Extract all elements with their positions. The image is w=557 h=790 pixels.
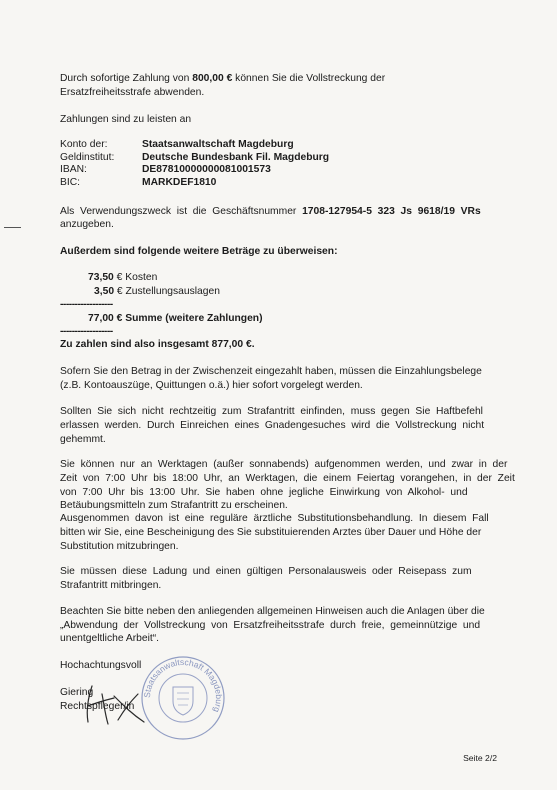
subtotal-line: 77,00 € Summe (weitere Zahlungen) bbox=[88, 313, 263, 324]
bank-label: IBAN: bbox=[60, 164, 87, 176]
paragraph-2-line: erlassen werden. Durch Einreichen eines Gnadengesuches wird die Vollstreckung nicht bbox=[60, 420, 485, 431]
paragraph-1-line: Sofern Sie den Betrag in der Zwischenzeit eingezahlt haben, müssen die Einzahlungsbelege bbox=[60, 366, 482, 377]
additional-heading: Außerdem sind folgende weitere Beträge zu überweisen: bbox=[60, 246, 338, 257]
paragraph-2-line: Sollten Sie sich nicht rechtzeitig zum Strafantritt einfinden, muss gegen Sie Haftbefehl bbox=[60, 406, 483, 417]
fold-mark bbox=[4, 227, 21, 228]
bank-row-institute bbox=[60, 152, 329, 165]
fee-item-delivery bbox=[94, 285, 220, 299]
bank-label: BIC: bbox=[60, 177, 81, 189]
bank-value: DE87810000000081001573 bbox=[142, 164, 271, 176]
signer-title: Rechtspfleger/in bbox=[60, 701, 135, 712]
paragraph-3-line: Substitution mitzubringen. bbox=[60, 541, 179, 552]
stamp-text: Staatsanwaltschaft Magdeburg bbox=[141, 656, 225, 714]
intro-line-1 bbox=[60, 72, 385, 86]
bank-row-bic bbox=[60, 177, 329, 190]
paragraph-2-line: gehemmt. bbox=[60, 434, 106, 445]
purpose-text: Als Verwendungszweck ist die Geschäftsnummer bbox=[60, 206, 303, 217]
fee-amount: 73,50 bbox=[88, 272, 114, 283]
intro-line-2: Ersatzfreiheitsstrafe abwenden. bbox=[60, 87, 205, 98]
bank-label: Konto der: bbox=[60, 139, 108, 150]
paragraph-3-line: Zeit von 7:00 Uhr bis 18:00 Uhr, an Werktagen, die einem Feiertag vorangehen, in der Zeit bbox=[60, 473, 515, 484]
page-number: Seite 2/2 bbox=[463, 753, 497, 763]
bank-value: Staatsanwaltschaft Magdeburg bbox=[142, 139, 294, 150]
paragraph-3-line: Ausgenommen davon ist eine reguläre ärztliche Substitutionsbehandlung. In diesem Fall bbox=[60, 513, 489, 524]
fee-label: € Zustellungsauslagen bbox=[116, 286, 220, 297]
bank-value: MARKDEF1810 bbox=[142, 177, 217, 189]
fee-item-costs bbox=[88, 271, 157, 285]
bank-row-account bbox=[60, 139, 329, 152]
paragraph-4-line: Sie müssen diese Ladung und einen gültigen Personalausweis oder Reisepass zum bbox=[60, 566, 472, 577]
signer-name: Giering bbox=[60, 687, 94, 698]
purpose-line-2: anzugeben. bbox=[60, 219, 114, 230]
payments-heading: Zahlungen sind zu leisten an bbox=[60, 114, 192, 125]
paragraph-1-line: (z.B. Kontoauszüge, Quittungen o.ä.) hier sofort vorgelegt werden. bbox=[60, 380, 363, 391]
paragraph-5-line: unentgeltliche Arbeit“. bbox=[60, 633, 160, 644]
fee-label: € Kosten bbox=[116, 272, 158, 283]
intro-amount: 800,00 € bbox=[192, 73, 233, 84]
paragraph-5-line: Beachten Sie bitte neben den anliegenden allgemeinen Hinweisen auch die Anlagen über die bbox=[60, 606, 485, 617]
separator-2: ------------------ bbox=[60, 326, 113, 337]
paragraph-3-line: Sie können nur an Werktagen (außer sonnabends) aufgenommen werden, und zwar in der bbox=[60, 459, 508, 470]
paragraph-3-line: Betäubungsmitteln zum Strafantritt zu erscheinen. bbox=[60, 500, 288, 511]
paragraph-4-line: Strafantritt mitbringen. bbox=[60, 580, 162, 591]
bank-label: Geldinstitut: bbox=[60, 151, 115, 163]
bank-value: Deutsche Bundesbank Fil. Magdeburg bbox=[142, 151, 330, 163]
paragraph-3-line: bitten wir Sie, eine Bescheinigung des Sie substituierenden Arztes über Dauer und Höhe der bbox=[60, 527, 482, 538]
reference-number: 1708-127954-5 323 Js 9618/19 VRs bbox=[302, 206, 481, 217]
official-seal-stamp bbox=[140, 655, 226, 741]
paragraph-5-line: „Abwendung der Vollstreckung von Ersatzfreiheitsstrafe durch freie, gemeinnützige und bbox=[60, 620, 481, 631]
purpose-line-1 bbox=[60, 205, 481, 219]
closing: Hochachtungsvoll bbox=[60, 660, 142, 671]
intro-text: Durch sofortige Zahlung von bbox=[60, 73, 193, 84]
total-line: Zu zahlen sind also insgesamt 877,00 €. bbox=[60, 339, 255, 350]
intro-text-post: können Sie die Vollstreckung der bbox=[232, 73, 386, 84]
separator-1: ------------------ bbox=[60, 299, 113, 310]
bank-row-iban bbox=[60, 164, 329, 177]
bank-details bbox=[60, 139, 329, 190]
paragraph-3-line: von 7:00 Uhr bis 13:00 Uhr. Sie haben ohne jegliche Einwirkung von Alkohol- und bbox=[60, 487, 468, 498]
fee-amount: 3,50 bbox=[94, 286, 115, 297]
